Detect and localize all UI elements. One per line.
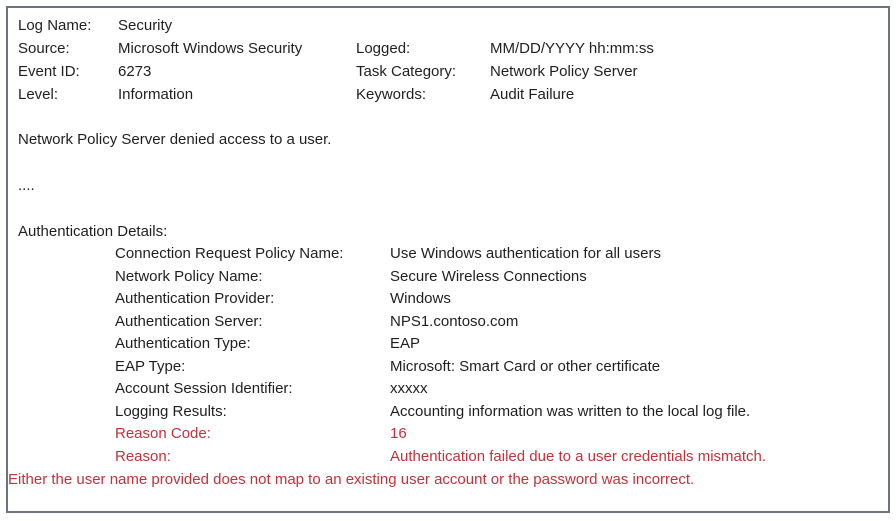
- indent-spacer: [18, 333, 115, 356]
- event-header-row: [18, 37, 878, 60]
- indent-spacer: [18, 446, 115, 469]
- detail-label: EAP Type:: [115, 357, 186, 375]
- authentication-detail-row: [18, 243, 878, 266]
- detail-value: Authentication failed due to a user credentials mismatch.: [390, 447, 767, 465]
- detail-label: Network Policy Name:: [115, 267, 263, 285]
- event-header-row: [18, 83, 878, 106]
- failure-explanation-text: Either the user name provided does not map to an existing user account or the password was incorrect.: [8, 471, 695, 488]
- indent-spacer: [18, 423, 115, 446]
- header-label: Event ID:: [18, 63, 80, 80]
- header-label: Level:: [18, 86, 59, 103]
- indent-spacer: [18, 243, 115, 266]
- indent-spacer: [18, 266, 115, 289]
- authentication-detail-row: [18, 288, 878, 311]
- authentication-detail-row: [18, 266, 878, 289]
- event-description: Network Policy Server denied access to a user.: [18, 131, 332, 148]
- header-label: Log Name:: [18, 17, 92, 34]
- indent-spacer: [18, 378, 115, 401]
- header-label: Keywords:: [356, 86, 427, 103]
- event-header-row: [18, 60, 878, 83]
- event-header: [18, 14, 878, 106]
- header-value: MM/DD/YYYY hh:mm:ss: [490, 40, 654, 57]
- detail-label: Reason:: [115, 447, 171, 465]
- detail-value: Windows: [390, 290, 451, 307]
- detail-value: Microsoft: Smart Card or other certificate: [390, 357, 661, 375]
- header-label: [356, 14, 490, 37]
- detail-value: 16: [390, 425, 407, 442]
- authentication-detail-row: [18, 356, 878, 379]
- authentication-detail-row: [18, 423, 878, 446]
- detail-label: Connection Request Policy Name:: [115, 245, 344, 262]
- detail-value: EAP: [390, 335, 421, 352]
- event-header-row: [18, 14, 878, 37]
- authentication-details-heading: Authentication Details:: [18, 223, 168, 240]
- indent-spacer: [18, 356, 115, 379]
- authentication-detail-row: [18, 378, 878, 401]
- detail-label: Logging Results:: [115, 402, 227, 420]
- detail-value: Use Windows authentication for all users: [390, 245, 661, 262]
- header-label: Source:: [18, 40, 70, 57]
- header-label: Logged:: [356, 40, 411, 57]
- indent-spacer: [18, 288, 115, 311]
- indent-spacer: [18, 401, 115, 424]
- authentication-detail-row: [18, 333, 878, 356]
- authentication-detail-row: [18, 311, 878, 334]
- header-value: Security: [118, 17, 173, 34]
- authentication-details-list: [18, 243, 878, 468]
- header-value: Information: [118, 86, 194, 103]
- header-value: Network Policy Server: [490, 63, 638, 80]
- detail-label: Reason Code:: [115, 425, 211, 442]
- detail-label: Authentication Provider:: [115, 290, 275, 307]
- ellipsis-text: ....: [18, 177, 35, 194]
- detail-value: Accounting information was written to the local log file.: [390, 402, 751, 420]
- detail-value: NPS1.contoso.com: [390, 312, 519, 330]
- authentication-detail-row: [18, 401, 878, 424]
- detail-value: xxxxx: [390, 380, 428, 397]
- header-value: Audit Failure: [490, 86, 575, 103]
- detail-label: Authentication Server:: [115, 312, 263, 330]
- header-label: Task Category:: [356, 63, 457, 80]
- header-value: Microsoft Windows Security: [118, 40, 303, 57]
- detail-label: Account Session Identifier:: [115, 380, 293, 397]
- event-log-panel: [6, 6, 890, 513]
- indent-spacer: [18, 311, 115, 334]
- detail-label: Authentication Type:: [115, 335, 251, 352]
- header-value: [490, 14, 878, 37]
- authentication-detail-row: [18, 446, 878, 469]
- detail-value: Secure Wireless Connections: [390, 267, 587, 285]
- header-value: 6273: [118, 63, 152, 80]
